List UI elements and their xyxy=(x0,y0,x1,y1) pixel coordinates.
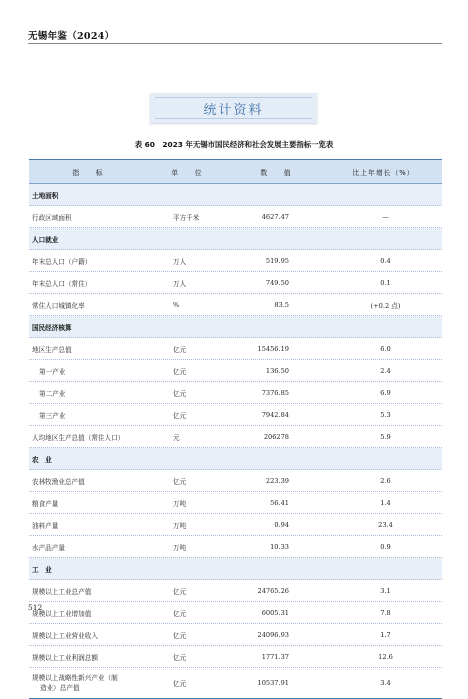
indicator-table xyxy=(29,159,442,699)
table-row xyxy=(29,492,442,514)
value-cell: 519.95 xyxy=(265,256,289,265)
growth-cell: 3.1 xyxy=(380,586,391,595)
growth-cell: — xyxy=(382,212,389,221)
table-row xyxy=(29,294,442,316)
value-cell: 83.5 xyxy=(274,300,289,309)
section-title: 工 业 xyxy=(32,565,52,574)
value-cell: 7942.84 xyxy=(261,410,289,419)
column-header-unit: 单 位 xyxy=(171,168,203,177)
value-cell: 10537.91 xyxy=(257,679,289,687)
growth-cell: 5.9 xyxy=(380,432,391,441)
indicator-name: 水产品产量 xyxy=(32,543,65,552)
table-row xyxy=(29,426,442,448)
table-caption: 表 60 2023 年无锡市国民经济和社会发展主要指标一览表 xyxy=(134,140,334,149)
section-banner-frame xyxy=(155,97,312,119)
table-row xyxy=(29,272,442,294)
unit-cell: 万人 xyxy=(173,257,187,266)
page-number: 512 xyxy=(28,603,43,612)
value-cell: 749.50 xyxy=(265,278,289,287)
value-cell: 15456.19 xyxy=(257,344,289,353)
value-cell: 56.41 xyxy=(270,498,289,507)
table-header-row xyxy=(29,159,442,184)
table-row xyxy=(29,646,442,668)
section-title: 国民经济核算 xyxy=(32,323,72,332)
column-header-value: 数 值 xyxy=(260,168,292,177)
column-header-growth: 比上年增长（%） xyxy=(352,168,415,177)
value-cell: 206278 xyxy=(263,432,289,441)
growth-cell: 2.4 xyxy=(380,366,391,375)
indicator-name-line: 造业）总产值 xyxy=(40,684,80,692)
unit-cell: 万人 xyxy=(173,279,187,288)
unit-cell: 元 xyxy=(173,433,180,442)
table-section-row xyxy=(29,184,442,206)
table-row xyxy=(29,668,442,699)
growth-cell: 3.4 xyxy=(380,679,391,687)
table-row xyxy=(29,470,442,492)
table-row xyxy=(29,624,442,646)
indicator-name: 粮食产量 xyxy=(32,499,59,508)
indicator-name: 行政区域面积 xyxy=(32,213,72,222)
value-cell: 0.94 xyxy=(274,520,289,529)
indicator-name: 第二产业 xyxy=(39,389,66,398)
unit-cell: 亿元 xyxy=(173,653,187,662)
unit-cell: % xyxy=(173,300,180,309)
section-title: 人口就业 xyxy=(32,235,59,244)
unit-cell: 亿元 xyxy=(173,345,187,354)
growth-cell: 2.6 xyxy=(380,476,391,485)
unit-cell: 万吨 xyxy=(173,543,187,552)
table-row xyxy=(29,404,442,426)
value-cell: 136.50 xyxy=(265,366,289,375)
indicator-name: 油料产量 xyxy=(32,521,59,530)
indicator-name-line: 规模以上战略性新兴产业（制 xyxy=(32,674,118,682)
table-row xyxy=(29,250,442,272)
value-cell: 7376.85 xyxy=(261,388,289,397)
growth-cell: 0.1 xyxy=(380,278,391,287)
indicator-name xyxy=(29,673,147,693)
growth-cell: 7.8 xyxy=(380,608,391,617)
value-cell: 223.39 xyxy=(265,476,289,485)
table-row xyxy=(29,382,442,404)
value-cell: 24765.26 xyxy=(257,586,289,595)
indicator-name: 人均地区生产总值（常住人口） xyxy=(32,433,125,442)
unit-cell: 万吨 xyxy=(173,499,187,508)
value-cell: 6005.31 xyxy=(261,608,289,617)
header-divider xyxy=(28,43,442,44)
value-cell: 4627.47 xyxy=(261,212,289,221)
unit-cell: 亿元 xyxy=(173,680,187,688)
value-cell: 10.33 xyxy=(270,542,289,551)
growth-cell: 1.4 xyxy=(380,498,391,507)
section-title: 土地面积 xyxy=(32,191,59,200)
unit-cell: 万吨 xyxy=(173,521,187,530)
indicator-name: 规模以上工业营业收入 xyxy=(32,631,98,640)
growth-cell: 1.7 xyxy=(380,630,391,639)
growth-cell: 5.3 xyxy=(380,410,391,419)
growth-cell: 12.6 xyxy=(378,652,393,661)
table-row xyxy=(29,338,442,360)
table-row xyxy=(29,536,442,558)
indicator-name: 规模以上工业总产值 xyxy=(32,587,92,596)
table-body xyxy=(29,184,442,699)
growth-cell: 0.4 xyxy=(380,256,391,265)
table-row xyxy=(29,580,442,602)
unit-cell: 平方千米 xyxy=(173,213,200,222)
table-section-row xyxy=(29,228,442,250)
growth-cell: 6.0 xyxy=(380,344,391,353)
indicator-name: 规模以上工业利润总额 xyxy=(32,653,98,662)
indicator-name: 年末总人口（常住） xyxy=(32,279,92,288)
unit-cell: 亿元 xyxy=(173,609,187,618)
growth-cell: (+0.2 点) xyxy=(370,301,401,310)
table-row xyxy=(29,360,442,382)
section-banner xyxy=(150,93,317,123)
unit-cell: 亿元 xyxy=(173,367,187,376)
indicator-name: 第三产业 xyxy=(39,411,66,420)
unit-cell: 亿元 xyxy=(173,587,187,596)
unit-cell: 亿元 xyxy=(173,389,187,398)
growth-cell: 23.4 xyxy=(378,520,393,529)
table-section-row xyxy=(29,558,442,580)
unit-cell: 亿元 xyxy=(173,411,187,420)
unit-cell: 亿元 xyxy=(173,477,187,486)
indicator-name: 地区生产总值 xyxy=(32,345,72,354)
indicator-name: 农林牧渔业总产值 xyxy=(32,477,85,486)
indicator-name: 年末总人口（户籍） xyxy=(32,257,92,266)
running-header: 无锡年鉴（2024） xyxy=(28,31,115,42)
table-row xyxy=(29,206,442,228)
indicator-name: 常住人口城镇化率 xyxy=(32,301,85,310)
table-section-row xyxy=(29,448,442,470)
value-cell: 24096.93 xyxy=(257,630,289,639)
growth-cell: 0.9 xyxy=(380,542,391,551)
section-banner-title: 统计资料 xyxy=(203,102,264,118)
unit-cell: 亿元 xyxy=(173,631,187,640)
growth-cell: 6.9 xyxy=(380,388,391,397)
value-cell: 1771.37 xyxy=(261,652,289,661)
section-title: 农 业 xyxy=(32,455,52,464)
table-row xyxy=(29,602,442,624)
indicator-name: 规模以上工业增加值 xyxy=(32,609,92,618)
table-row xyxy=(29,514,442,536)
column-header-indicator: 指 标 xyxy=(72,168,104,177)
table-section-row xyxy=(29,316,442,338)
indicator-name: 第一产业 xyxy=(39,367,66,376)
